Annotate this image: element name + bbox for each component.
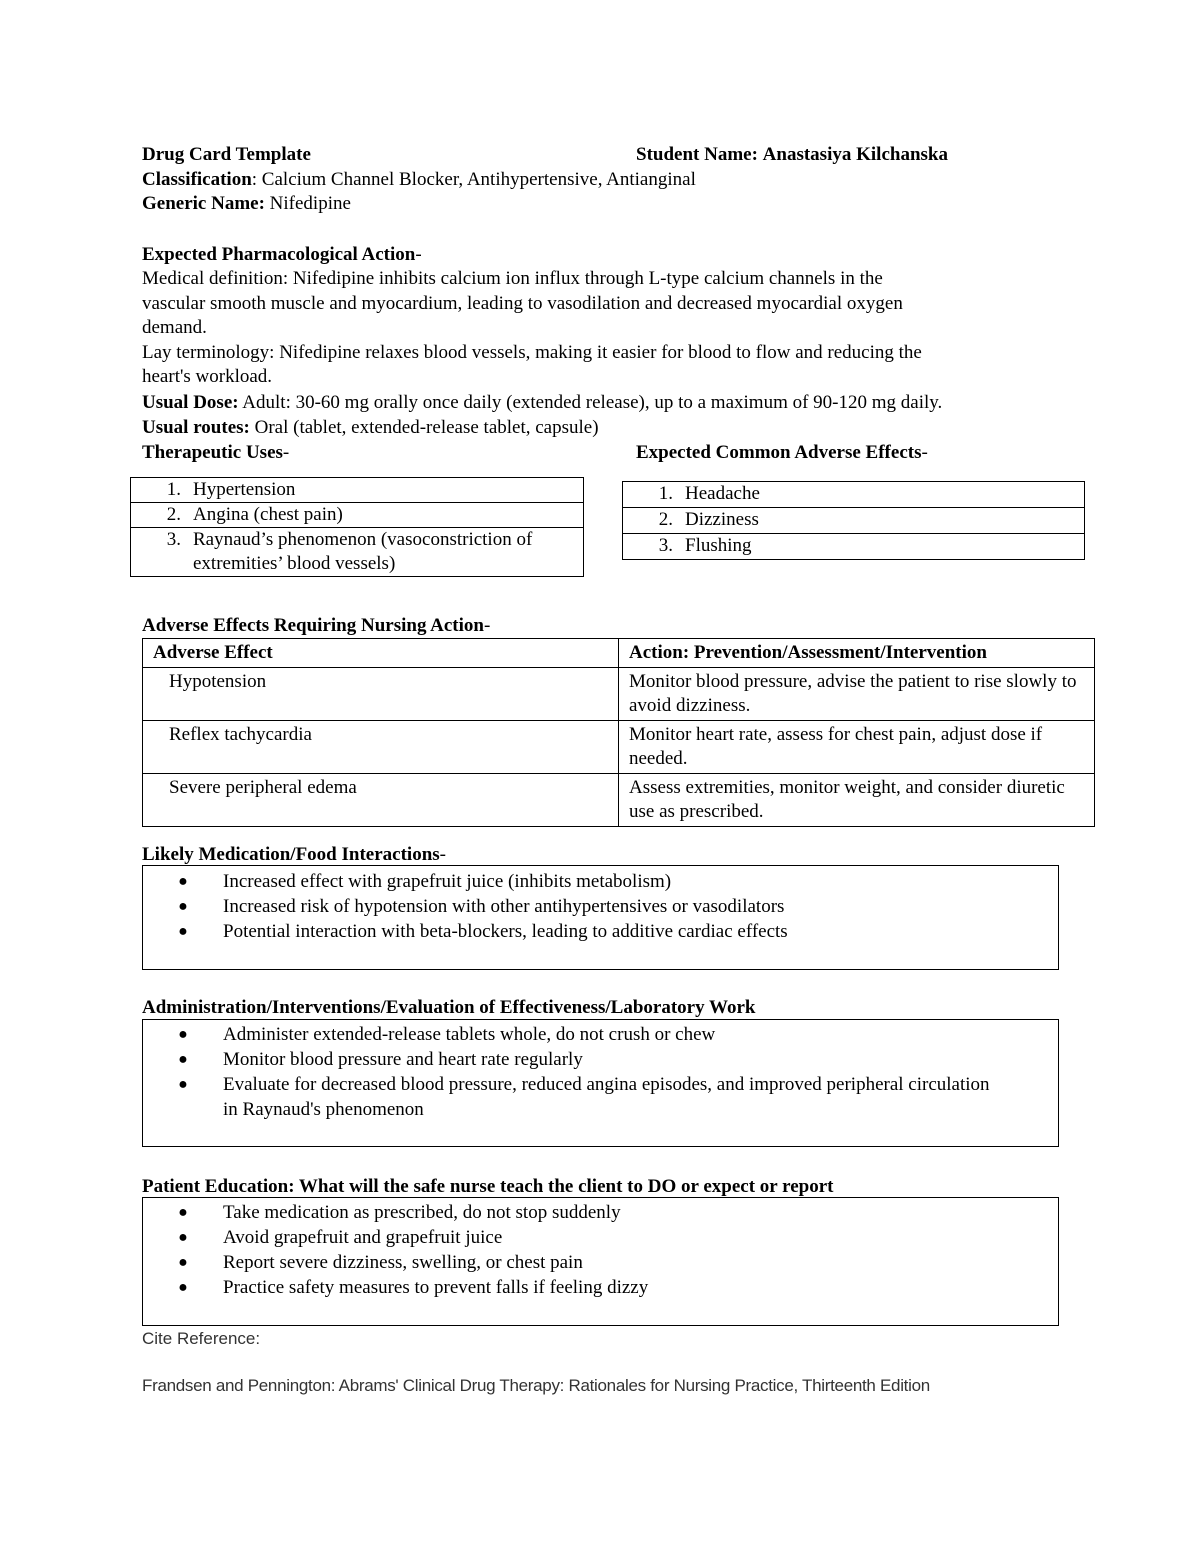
table-cell [131,528,584,577]
table-cell [131,478,584,503]
list-item [143,1200,1058,1225]
student-name-line [636,142,948,167]
list-item [143,919,1058,944]
heading-dash: - [415,244,422,265]
usual-routes-value: Oral (tablet, extended-release tablet, capsule) [249,417,599,438]
common-adverse-heading-text: Expected Common Adverse Effects [636,442,922,463]
usual-routes-label: Usual routes: [142,417,250,438]
therapeutic-uses-heading [142,440,289,465]
bullet-icon: ● [178,873,188,890]
bullet-icon: ● [178,1279,188,1296]
table-cell [131,503,584,528]
usual-dose-line [142,390,942,415]
therapeutic-uses-table [130,477,584,577]
therapeutic-uses-heading-text: Therapeutic Uses [142,442,283,463]
list-item [143,1047,1058,1072]
generic-label: Generic Name: [142,193,265,214]
table-header-row [143,639,1095,668]
adverse-effect-cell: Hypotension [143,668,619,721]
list-item [143,869,1058,894]
list-number: 1. [658,483,673,504]
bullet-icon: ● [178,1076,188,1093]
pharm-action-heading [142,242,422,267]
bullet-icon: ● [178,1051,188,1068]
interaction-text: Increased risk of hypotension with other antihypertensives or vasodilators [223,896,785,917]
title-text: Drug Card Template [142,144,311,165]
heading-dash: - [483,615,491,636]
heading-dash: - [282,442,290,463]
action-cell: Assess extremities, monitor weight, and consider diuretic use as prescribed. [619,774,1095,827]
cite-reference-label: Cite Reference: [142,1329,261,1348]
lay-terminology-line-1: Lay terminology: Nifedipine relaxes blood vessels, making it easier for blood to flow and reducing the [142,342,922,363]
bullet-icon: ● [178,1229,188,1246]
table-row [623,508,1085,534]
table-row [623,534,1085,560]
bullet-icon: ● [178,898,188,915]
generic-value: Nifedipine [264,193,351,214]
heading-dash: - [921,442,928,463]
administration-heading [142,995,755,1020]
list-item [143,1225,1058,1250]
education-box [142,1197,1059,1326]
list-item [143,1250,1058,1275]
list-item [143,894,1058,919]
education-text: Report severe dizziness, swelling, or chest pain [223,1252,583,1273]
nursing-action-heading [142,613,490,638]
table-row [131,503,584,528]
nursing-action-table [142,638,1095,827]
column-header-action: Action: Prevention/Assessment/Intervention [619,639,1095,668]
adverse-effect-text: Dizziness [685,509,759,530]
medical-definition-line-2: vascular smooth muscle and myocardium, leading to vasodilation and decreased myocardial oxygen [142,293,903,314]
classification-line [142,167,696,192]
table-cell [623,534,1085,560]
education-heading [142,1174,833,1199]
common-adverse-table [622,481,1085,560]
education-text: Practice safety measures to prevent falls if feeling dizzy [223,1277,649,1298]
adverse-effect-text: Flushing [685,535,752,556]
bullet-icon: ● [178,1026,188,1043]
action-cell: Monitor heart rate, assess for chest pain, adjust dose if needed. [619,721,1095,774]
action-cell: Monitor blood pressure, advise the patient to rise slowly to avoid dizziness. [619,668,1095,721]
document-title [142,142,311,167]
list-item [143,1275,1058,1300]
adverse-effect-cell: Severe peripheral edema [143,774,619,827]
table-row [143,721,1095,774]
student-name: Anastasiya Kilchanska [762,144,948,165]
list-number: 1. [166,479,181,500]
generic-name-line [142,191,351,216]
heading-dash: - [439,844,446,865]
list-item [143,1072,1058,1122]
education-text: Avoid grapefruit and grapefruit juice [223,1227,503,1248]
education-heading-text: Patient Education: What will the safe nurse teach the client to DO or expect or report [142,1176,834,1197]
administration-text: Administer extended-release tablets whole, do not crush or chew [223,1024,716,1045]
column-header-adverse-effect: Adverse Effect [143,639,619,668]
therapeutic-use-text: Angina (chest pain) [193,504,343,525]
usual-dose-value: Adult: 30-60 mg orally once daily (extended release), up to a maximum of 90-120 mg daily. [238,392,943,413]
cite-reference-text: Frandsen and Pennington: Abrams' Clinical Drug Therapy: Rationales for Nursing Practice, Thirteenth Edition [142,1376,930,1395]
usual-dose-label: Usual Dose: [142,392,239,413]
administration-heading-text: Administration/Interventions/Evaluation of Effectiveness/Laboratory Work [142,997,756,1018]
table-cell [623,508,1085,534]
nursing-action-heading-text: Adverse Effects Requiring Nursing Action [142,615,484,636]
administration-box [142,1019,1059,1147]
medical-definition-line-3: demand. [142,317,207,338]
adverse-effect-text: Headache [685,483,760,504]
table-row [623,482,1085,508]
medical-definition-line-1: Medical definition: Nifedipine inhibits calcium ion influx through L-type calcium channels in the [142,268,883,289]
table-cell [623,482,1085,508]
lay-terminology-line-2: heart's workload. [142,366,273,387]
table-row [131,528,584,577]
list-number: 2. [166,504,181,525]
bullet-icon: ● [178,1204,188,1221]
list-item [143,1022,1058,1047]
list-number: 3. [658,535,673,556]
pharm-action-heading-text: Expected Pharmacological Action [142,244,416,265]
classification-value: : Calcium Channel Blocker, Antihypertensive, Antianginal [251,169,696,190]
adverse-effect-cell: Reflex tachycardia [143,721,619,774]
administration-text: Evaluate for decreased blood pressure, reduced angina episodes, and improved peripheral circulation in Raynaud's phenomenon [223,1074,990,1120]
student-label: Student Name: [636,144,758,165]
interactions-box [142,865,1059,970]
interaction-text: Increased effect with grapefruit juice (inhibits metabolism) [223,871,672,892]
interaction-text: Potential interaction with beta-blockers, leading to additive cardiac effects [223,921,788,942]
bullet-icon: ● [178,1254,188,1271]
common-adverse-heading [636,440,928,465]
administration-text: Monitor blood pressure and heart rate regularly [223,1049,583,1070]
education-text: Take medication as prescribed, do not stop suddenly [223,1202,621,1223]
bullet-icon: ● [178,923,188,940]
table-row [143,668,1095,721]
therapeutic-use-text: Hypertension [193,479,296,500]
table-row [131,478,584,503]
therapeutic-use-text: Raynaud’s phenomenon (vasoconstriction of extremities’ blood vessels) [193,529,533,574]
usual-routes-line [142,415,599,440]
interactions-heading-text: Likely Medication/Food Interactions [142,844,440,865]
table-row [143,774,1095,827]
list-number: 3. [166,529,181,550]
interactions-heading [142,842,446,867]
classification-label: Classification [142,169,252,190]
list-number: 2. [658,509,673,530]
